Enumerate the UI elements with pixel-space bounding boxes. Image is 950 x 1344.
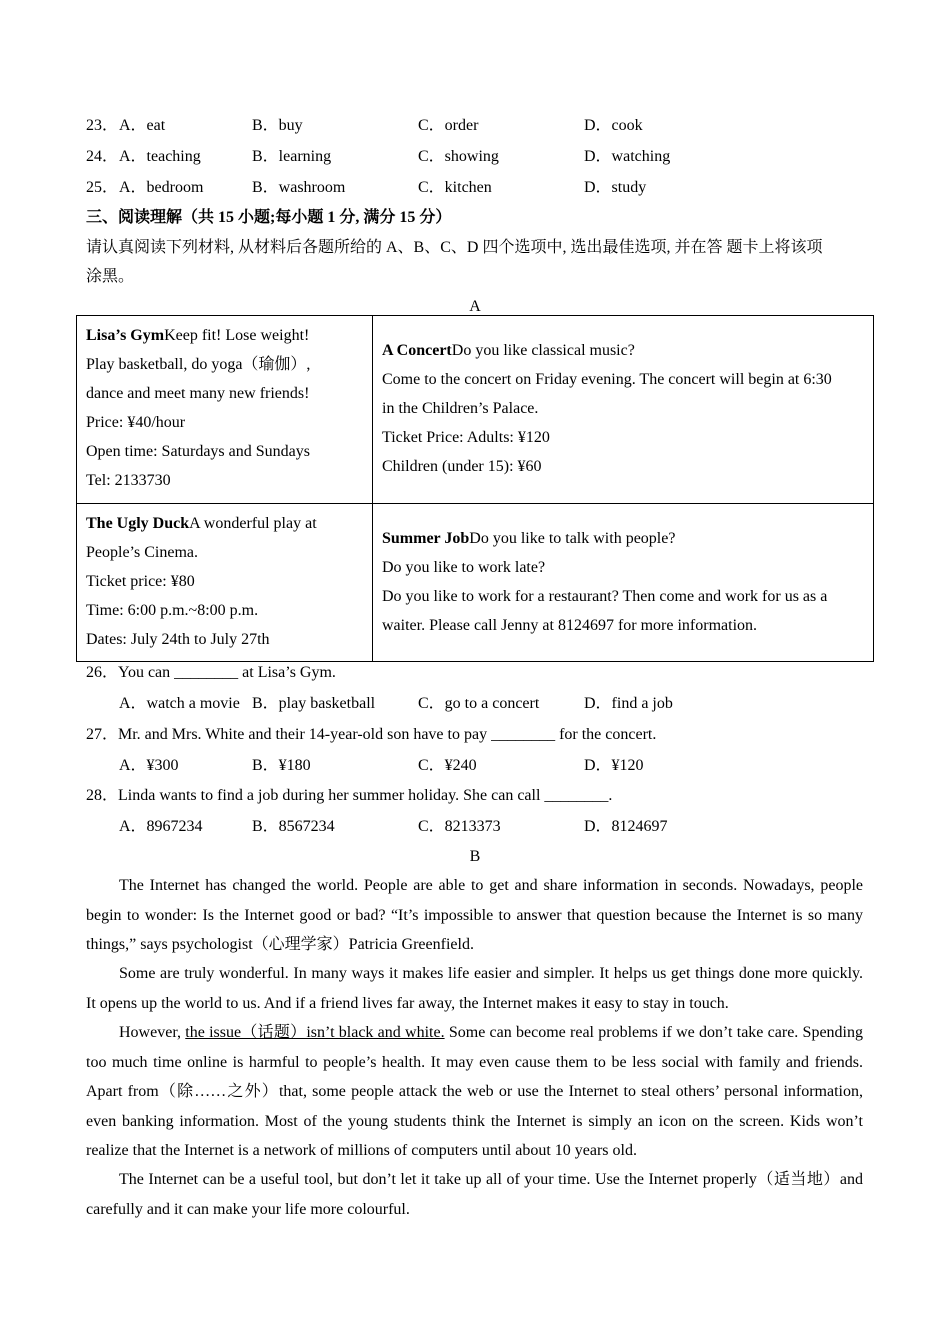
option-c: C．8213373 (418, 818, 501, 835)
ad-concert: A ConcertDo you like classical music? Come to the concert on Friday evening. The concert will begin at 6:30 in the Children’s Palace. Ticket Price: Adults: ¥120 Children (under 15): ¥60 (373, 316, 874, 504)
section-instructions: 请认真阅读下列材料, 从材料后各题所给的 A、B、C、D 四个选项中, 选出最佳选项, 并在答 题卡上将该项 (86, 239, 823, 256)
option-a: A．8967234 (119, 818, 203, 835)
option-b: B．8567234 (252, 818, 335, 835)
ad-ugly-duck: The Ugly DuckA wonderful play at People’s Cinema. Ticket price: ¥80 Time: 6:00 p.m.~8:00 p.m. Dates: July 24th to July 27th (77, 504, 373, 662)
option-d: D．¥120 (584, 757, 644, 774)
option-c: C．go to a concert (418, 695, 540, 712)
passage-b-paragraph-4: The Internet can be a useful tool, but don’t let it take up all of your time. Use the Internet properly（适当地）and carefully and it can make your life more colourful. (86, 1171, 863, 1218)
passage-a-label: A (469, 298, 481, 315)
option-d: D．watching (584, 148, 671, 165)
question-number: 23． (86, 117, 119, 134)
ad-title: Summer Job (382, 530, 470, 547)
option-c: C．¥240 (418, 757, 477, 774)
section-instructions-cont: 涂黑。 (86, 268, 135, 285)
section-title: 三、阅读理解（共 15 小题;每小题 1 分, 满分 15 分） (86, 209, 452, 226)
option-a: A．eat (119, 117, 166, 134)
question-number: 24． (86, 148, 119, 165)
option-b: B．washroom (252, 179, 346, 196)
underlined-phrase: the issue（话题）isn’t black and white. (185, 1024, 445, 1041)
option-a: A．bedroom (119, 179, 204, 196)
option-b: B．learning (252, 148, 332, 165)
question-stem: 26．You can ________ at Lisa’s Gym. (86, 664, 336, 681)
passage-b-paragraph-2: Some are truly wonderful. In many ways it makes life easier and simpler. It helps us get things done more quickly. It opens up the world to us. And if a friend lives far away, the Internet makes it easy to stay in touch. (86, 965, 863, 1012)
question-number: 25． (86, 179, 119, 196)
option-a: A．¥300 (119, 757, 179, 774)
option-d: D．study (584, 179, 647, 196)
ad-gym: Lisa’s GymKeep fit! Lose weight! Play basketball, do yoga（瑜伽）, dance and meet many new friends! Price: ¥40/hour Open time: Saturdays and Sundays Tel: 2133730 (77, 316, 373, 504)
ad-summer-job: Summer JobDo you like to talk with people? Do you like to work late? Do you like to work for a restaurant? Then come and work for us as a waiter. Please call Jenny at 8124697 for more information. (373, 504, 874, 662)
option-b: B．buy (252, 117, 303, 134)
option-a: A．watch a movie (119, 695, 240, 712)
passage-b-paragraph-3: However, the issue（话题）isn’t black and white. Some can become real problems if we don’t take care. Spending too much time online is harmful to people’s health. It may even cause them to be less social with family and friends. Apart from（除……之外）that, some people attack the web or use the Internet to steal others’ personal information, even banking information. Most of the young students think the Internet is simply an icon on the screen. Kids won’t realize that the Internet is a network of millions of computers until about 10 years old. (86, 1024, 863, 1159)
ads-table (76, 315, 874, 662)
passage-b-label: B (469, 848, 481, 865)
option-d: D．cook (584, 117, 643, 134)
option-c: C．kitchen (418, 179, 492, 196)
passage-b-paragraph-1: The Internet has changed the world. People are able to get and share information in seconds. Nowadays, people begin to wonder: Is the Internet good or bad? “It’s impossible to answer that question because the Internet is so many things,” says psychologist（心理学家）Patricia Greenfield. (86, 877, 863, 953)
option-b: B．play basketball (252, 695, 376, 712)
option-c: C．showing (418, 148, 499, 165)
ad-title: A Concert (382, 342, 452, 359)
option-d: D．find a job (584, 695, 673, 712)
ad-title: Lisa’s Gym (86, 327, 165, 344)
option-a: A．teaching (119, 148, 201, 165)
option-c: C．order (418, 117, 479, 134)
option-d: D．8124697 (584, 818, 668, 835)
option-b: B．¥180 (252, 757, 311, 774)
question-stem: 27．Mr. and Mrs. White and their 14-year-old son have to pay ________ for the concert. (86, 726, 657, 743)
question-stem: 28．Linda wants to find a job during her summer holiday. She can call ________. (86, 787, 613, 804)
ad-title: The Ugly Duck (86, 515, 190, 532)
